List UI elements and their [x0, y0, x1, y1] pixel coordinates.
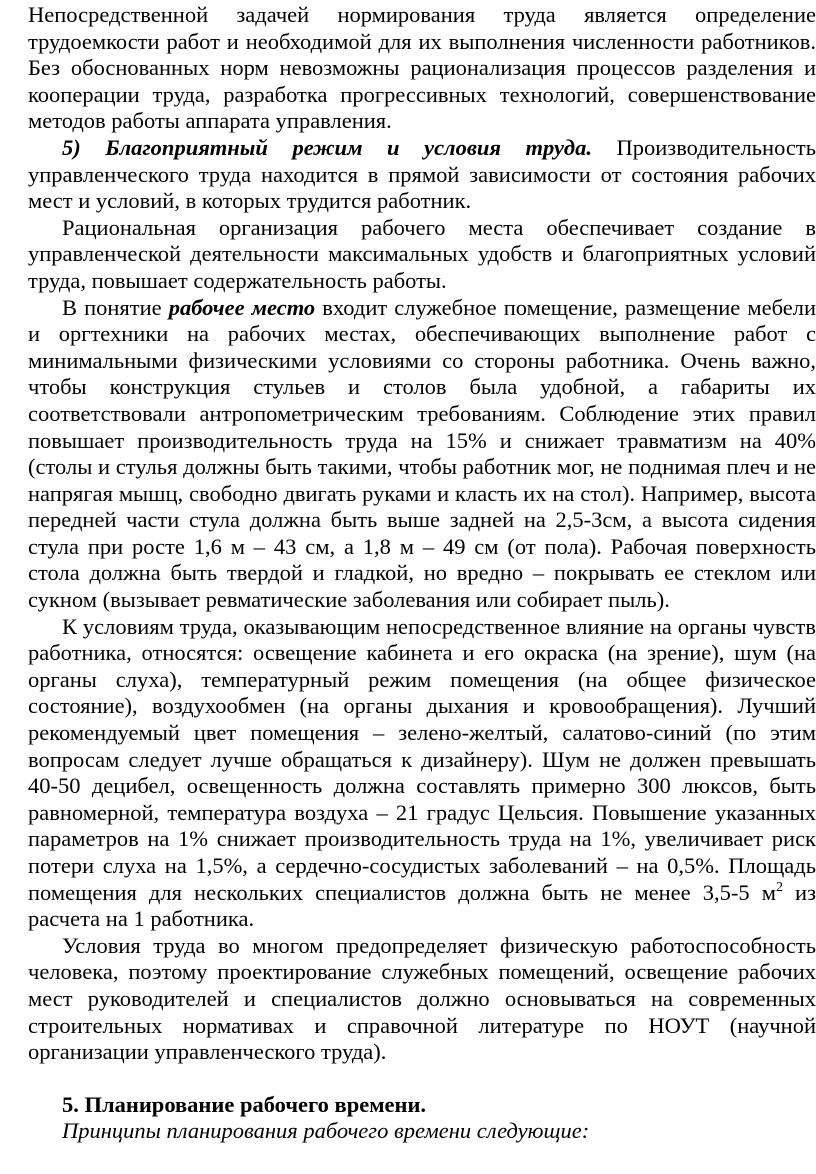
superscript-squared: 2	[775, 879, 783, 895]
paragraph-physical-capacity: Условия труда во многом предопределяет физическую работоспособность человека, поэтому проектирование служебных помещений, освещение рабочих мест руководителей и специалистов должно основываться на современных строительных нормативах и справочной литературе по НОУТ (научной организации управленческого труда).	[28, 932, 816, 1065]
paragraph-text: Производительность управленческого труда находится в прямой зависимости от состояния рабочих мест и условий, в которых трудится работник.	[28, 134, 816, 214]
paragraph-text: К условиям труда, оказывающим непосредственное влияние на органы чувств работника, относятся: освещение кабинета и его окраска (на зрение), шум (на органы слуха), температурный режим помещения (на общее физическое состояние), воздухообмен (на органы дыхания и кровообращения). Лучший рекомендуемый цвет помещения – зелено-желтый, салатово-синий (по этим вопросам следует лучше обращаться к дизайнеру). Шум не должен превышать 40-50 децибел, освещенность должна составлять примерно 300 люксов, быть равномерной, температура воздуха – 21 градус Цельсия. Повышение указанных параметров на 1% снижает производительность труда на 1%, увеличивает риск потери слуха на 1,5%, а сердечно-сосудистых заболеваний – на 0,5%. Площадь помещения для нескольких специалистов должна быть не менее 3,5-5 м	[28, 613, 816, 905]
paragraph-lead-term: 5) Благоприятный режим и условия труда.	[62, 134, 592, 160]
paragraph-key-term: рабочее место	[168, 294, 316, 320]
section-heading: 5. Планирование рабочего времени.	[62, 1091, 427, 1117]
paragraph-text: входит служебное помещение, размещение мебели и оргтехники на рабочих местах, обеспечивающих выполнение работ с минимальными физическими условиями со стороны работника. Очень важно, чтобы конструкция стульев и столов была удобной, а габариты их соответствовали антропометрическим требованиям. Соблюдение этих правил повышает производительность труда на 15% и снижает травматизм на 40% (столы и стулья должны быть такими, чтобы работник мог, не поднимая плеч и не напрягая мышц, свободно двигать руками и класть их на стол). Например, высота передней части стула должна быть выше задней на 2,5-3см, а высота сидения стула при росте 1,6 м – 43 см, а 1,8 м – 49 см (от пола). Рабочая поверхность стола должна быть твердой и гладкой, но вредно – покрывать ее стеклом или сукном (вызывает ревматические заболевания или собирает пыль).	[28, 294, 816, 613]
document-page	[28, 2, 816, 1145]
paragraph-working-conditions	[28, 135, 816, 215]
paragraph-workplace-definition	[28, 295, 816, 614]
paragraph-workplace-organization: Рациональная организация рабочего места обеспечивает создание в управленческой деятельности максимальных удобств и благоприятных условий труда, повышает содержательность работы.	[28, 214, 816, 293]
paragraph-labor-norms: Непосредственной задачей нормирования труда является определение трудоемкости работ и необходимой для их выполнения численности работников. Без обоснованных норм невозможны рационализация процессов разделения и кооперации труда, разработка прогрессивных технологий, совершенствование методов работы аппарата управления.	[28, 2, 816, 134]
section-subheading: Принципы планирования рабочего времени следующие:	[62, 1118, 590, 1144]
paragraph-sensory-conditions	[28, 614, 816, 933]
paragraph-text: из расчета на 1 работника.	[28, 879, 816, 932]
paragraph-text: В понятие	[62, 294, 169, 320]
